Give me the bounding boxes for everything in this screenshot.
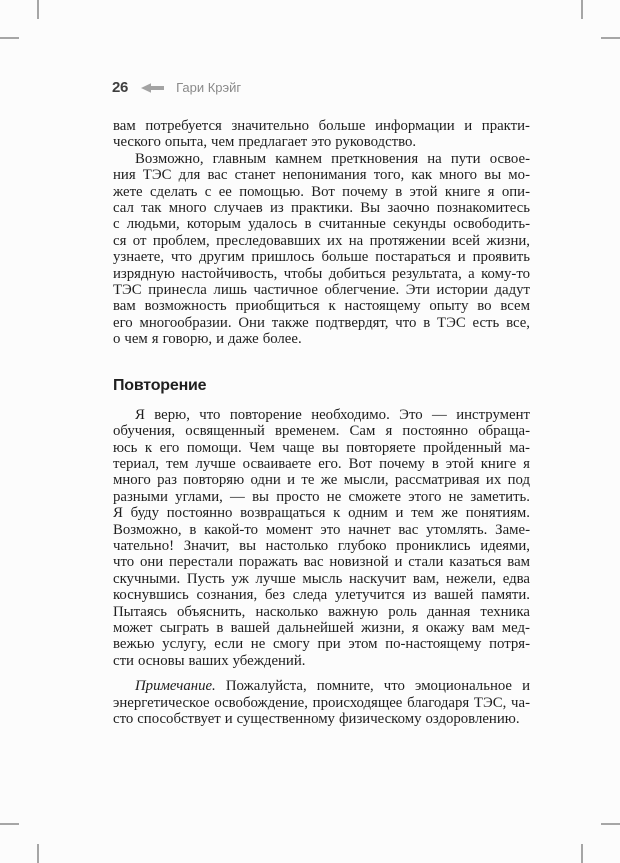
note-lead-italic: Примечание. (135, 678, 216, 695)
paragraph (113, 151, 530, 348)
page-number: 26 (112, 79, 129, 96)
text-line: Возможно, в какой-то момент это начнет вас утомлять. Заме- (113, 521, 530, 538)
text-line: скучными. Пусть уж лучше мысль наскучит вам, нежели, едва (113, 570, 530, 587)
text-line: сал так много случаев из практики. Вы заочно познакомитесь (113, 200, 530, 217)
text-line: коснувшись сознания, без следа улетучится из вашей памяти. (113, 587, 530, 604)
text-line: сти основы ваших убеждений. (113, 652, 306, 669)
text-line: энергетическое освобождение, происходящее благодаря ТЭС, ча- (113, 694, 530, 711)
text-line: Я буду постоянно возвращаться к одним и тем же понятиям. (113, 505, 530, 522)
note-paragraph (113, 678, 530, 727)
text-line: ческого опыта, чем предлагает это руководство. (113, 134, 417, 151)
text-line: териал, тем лучше осваиваете его. Вот почему в этой книге я (113, 455, 530, 472)
text-line: ся от проблем, преследовавших их на протяжении всей жизни, (113, 232, 530, 249)
crop-mark-top-left-horizontal (0, 37, 19, 39)
text-line: его многообразии. Они также подтвердят, что в ТЭС есть все, (113, 314, 530, 331)
paragraph (113, 118, 530, 151)
left-arrow-icon (141, 83, 164, 93)
section-heading: Повторение (113, 376, 207, 394)
crop-mark-top-right-vertical (581, 0, 583, 19)
text-line: обучения, освященный временем. Сам я постоянно обраща- (113, 423, 530, 440)
text-line: вам потребуется значительно больше информации и практи- (113, 118, 530, 134)
text-line: узнаете, что другим пришлось больше постараться и проявить (113, 249, 530, 266)
text-line: может сыграть в вашей дальнейшей жизни, я окажу вам мед- (113, 619, 530, 636)
text-line: что они перестали поражать вас новизной и стали казаться вам (113, 554, 530, 571)
crop-mark-bottom-left-vertical (37, 844, 39, 863)
text-line: юсь к его помощи. Чем чаще вы повторяете пройденный ма- (113, 439, 530, 456)
text-line: ния ТЭС для вас станет непонимания того, как много вы мо- (113, 167, 530, 184)
text-line: разными углами, — вы просто не сможете этого не заметить. (113, 488, 530, 505)
text-line: чательно! Значит, вы настолько глубоко прониклись идеями, (113, 537, 530, 554)
crop-mark-bottom-right-vertical (581, 844, 583, 863)
crop-mark-top-left-vertical (37, 0, 39, 19)
crop-mark-bottom-right-horizontal (601, 823, 620, 825)
text-line: вежью услугу, если не смогу при этом по-настоящему потря- (113, 636, 530, 653)
text-line: Возможно, главным камнем преткновения на пути освое- (135, 150, 530, 167)
text-line: Пытаясь объяснить, насколько важную роль данная техника (113, 603, 530, 620)
text-line: Я верю, что повторение необходимо. Это — инструмент (135, 406, 530, 423)
text-line: жете сделать с ее помощью. Вот почему в этой книге я опи- (113, 183, 530, 200)
text-line: много раз повторяю одни и те же мысли, рассматривая их под (113, 472, 530, 489)
crop-mark-bottom-left-horizontal (0, 823, 19, 825)
text-line: с людьми, которым удалось в считанные секунды освободить- (113, 216, 530, 233)
running-header (112, 80, 241, 95)
text-line: о чем я говорю, и даже более. (113, 331, 302, 348)
running-header-author: Гари Крэйг (176, 80, 242, 95)
text-line: Примечание. Пожалуйста, помните, что эмоциональное и (135, 678, 530, 695)
text-line: ТЭС принесла лишь частичное облегчение. Эти истории дадут (113, 282, 530, 299)
paragraph (113, 407, 530, 670)
page-body (113, 118, 530, 727)
text-line: изрядную настойчивость, чтобы добиться результата, а кому-то (113, 265, 530, 282)
text-line: вам возможность приобщиться к настоящему опыту во всем (113, 298, 530, 315)
text-line: сто способствует и существенному физическому оздоровлению. (113, 711, 520, 727)
crop-mark-top-right-horizontal (601, 37, 620, 39)
